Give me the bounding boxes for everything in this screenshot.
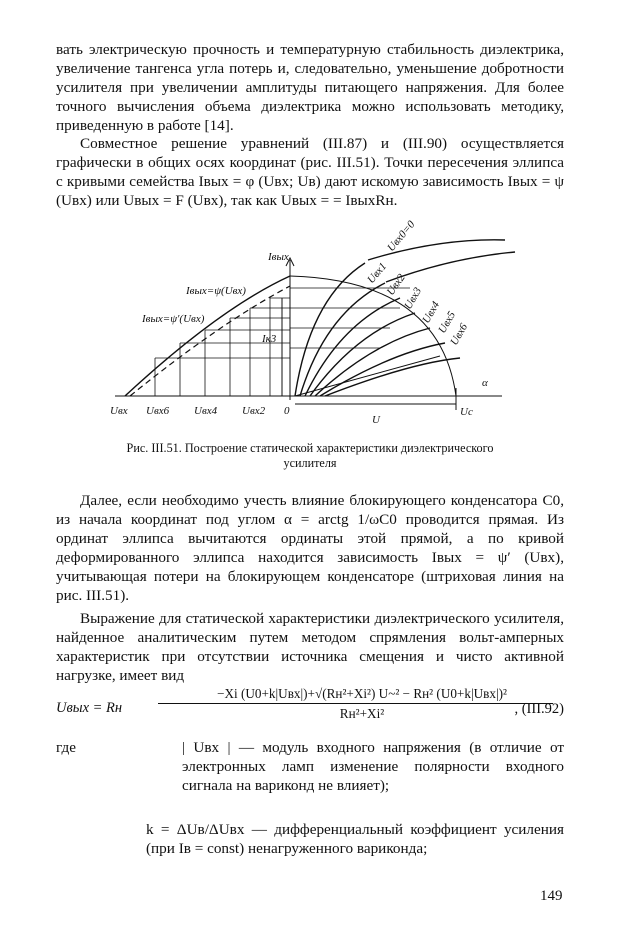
formula-fraction: [158, 686, 566, 722]
paragraph-3: Далее, если необходимо учесть влияние блокирующего конденсатора C0, из начала координат под углом α = arctg 1/ωC0 проводится прямая. Из ординат эллипса вычитаются ординаты этой прямой, а по кривой деформированного эллипса находится зависимость Iвых = ψ′ (Uвх), учитывающая потери на блокирующем конденсаторе (штриховая линия на рис. III.51).: [56, 492, 564, 604]
curve-u6: [325, 358, 460, 396]
capacitor-line: [295, 356, 440, 396]
origin-label: 0: [284, 405, 290, 417]
curve-u5: [320, 343, 445, 396]
definition-k: k = ΔUв/ΔUвх — дифференциальный коэффициент усиления (при Iв = const) ненагруженного вариконда;: [146, 821, 564, 857]
figure-caption: Рис. III.51. Построение статической характеристики диэлектрического усилителя: [126, 441, 494, 470]
formula-lhs: Uвых = Rн: [56, 700, 123, 716]
alpha-label: α: [482, 377, 488, 389]
formula-III-92: [56, 686, 564, 738]
figure-III-51: [110, 218, 520, 430]
curve-u3: [310, 313, 415, 396]
curve-label-4: Uвх4: [420, 299, 443, 326]
curve-label-1: Uвх1: [365, 260, 390, 286]
curve-label-6: Uвх6: [448, 321, 471, 348]
u-span-label: U: [372, 414, 380, 426]
equation-number: , (III.92): [514, 701, 564, 717]
uc-label: Uc: [460, 406, 473, 418]
curve-family: [295, 240, 515, 396]
curve-label-0: Uвх0=0: [385, 218, 418, 254]
curve-u2: [305, 298, 400, 396]
x-label-3: Uвх2: [242, 405, 266, 417]
paragraph-4: Выражение для статической характеристики диэлектрического усилителя, найденное аналитическим путем методом спрямления вольт-амперных характеристик при отсутствии источника смещения и чисто активной нагрузке, имеет вид: [56, 610, 564, 684]
x-label-1: Uвх6: [146, 405, 170, 417]
x-label-2: Uвх4: [194, 405, 218, 417]
x-label-0: Uвх: [110, 405, 128, 417]
formula-denominator: Rн²+Xi²: [339, 706, 385, 721]
char-label-psi: Iвых=ψ(Uвх): [186, 285, 246, 297]
y-axis-label: Iвых: [268, 251, 289, 263]
paragraph-2: Совместное решение уравнений (III.87) и (III.90) осуществляется графически в общих осях координат (рис. III.51). Точки пересечения эллипса с кривыми семейства Iвых = φ (Uвх; Uв) дают искомую зависимость Iвых = ψ (Uвх) или Uвых = F (Uвх), так как Uвых = = IвыхRн.: [56, 135, 564, 209]
formula-numerator: −Xi (U0+k|Uвх|)+√(Rн²+Xi²) U~² − Rн² (U0+k|Uвх|)²: [217, 686, 507, 701]
where-label: где: [56, 739, 76, 756]
char-label-psi-prime: Iвых=ψ′(Uвх): [142, 313, 205, 325]
curve-label-2: Uвх2: [384, 271, 408, 298]
page-number: 149: [540, 888, 563, 904]
paragraph-1: вать электрическую прочность и температурную стабильность диэлектрика, увеличение тангенса угла потерь и, следовательно, уменьшение добротности усилителя при увеличении амплитуды питающего напряжения. Для более точного вычисления объема диэлектрика можно использовать методику, приведенную в работе [14].: [56, 41, 564, 134]
curve-label-3: Uвх3: [402, 285, 425, 312]
fraction-bar: [158, 703, 553, 704]
definition-uvx: | Uвх | — модуль входного напряжения (в отличие от электронных ламп изменение полярности входного сигнала на вариконд не влияет);: [182, 739, 564, 794]
curve-label-5: Uвх5: [436, 309, 459, 336]
ik3-label: Iк3: [262, 333, 277, 345]
